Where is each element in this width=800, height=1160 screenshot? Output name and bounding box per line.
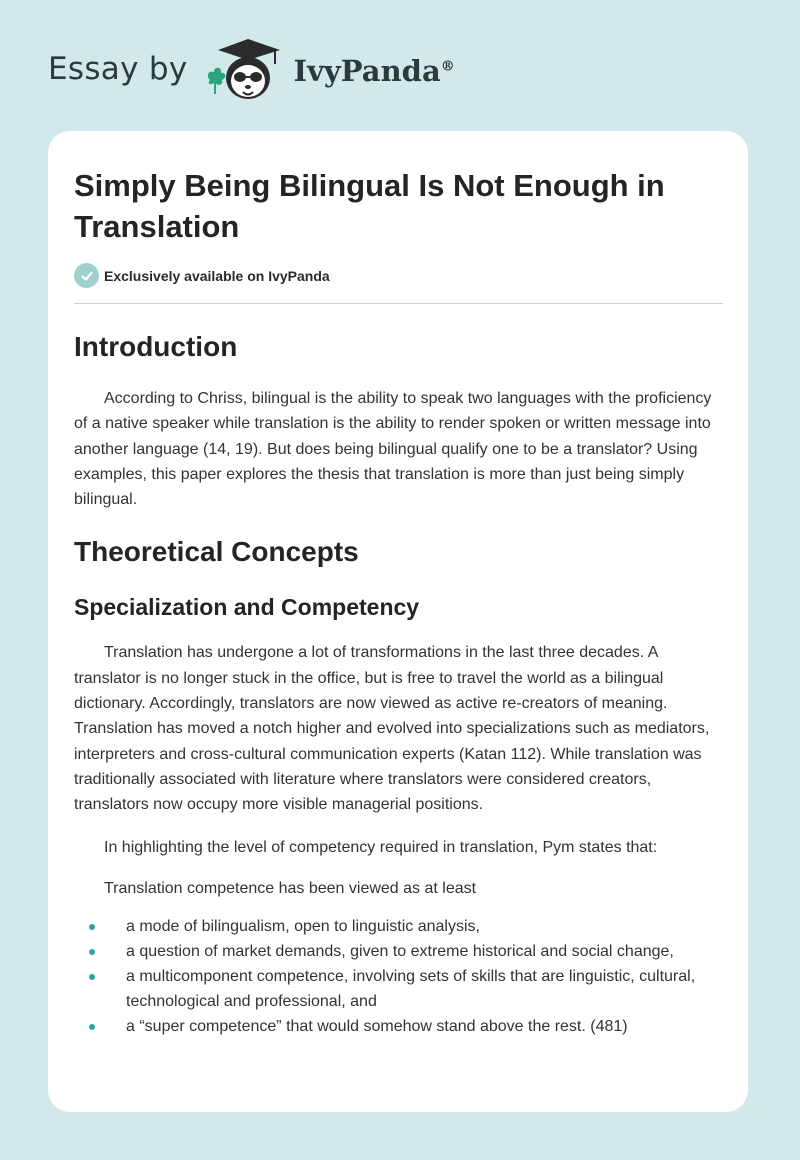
list-item: a question of market demands, given to extreme historical and social change, xyxy=(74,939,724,964)
trademark-symbol: ® xyxy=(440,58,455,75)
subsection-heading-specialization: Specialization and Competency xyxy=(74,594,420,621)
title-divider xyxy=(74,303,723,304)
essay-card xyxy=(48,131,748,1112)
exclusive-badge xyxy=(74,263,330,288)
site-header xyxy=(48,36,508,108)
section-heading-theoretical-concepts: Theoretical Concepts xyxy=(74,536,359,568)
pym-intro-paragraph: In highlighting the level of competency required in translation, Pym states that: xyxy=(104,838,658,856)
intro-paragraph: According to Chriss, bilingual is the ability to speak two languages with the proficiency of a native speaker while translation is the ability to render spoken or written message into another language (14, 19). But does being bilingual qualify one to be a translator? Using examples, this paper explores the thesis that translation is more than just being simply bilingual. xyxy=(74,390,712,509)
quote-lead: Translation competence has been viewed as at least xyxy=(104,879,477,897)
specialization-paragraph: Translation has undergone a lot of transformations in the last three decades. A translator is no longer stuck in the office, but is free to travel the world as a bilingual dictionary. Accordingly, translators are now viewed as active re-creators of meaning. Translation has moved a notch higher and evolved into specializations such as mediators, interpreters and cross-cultural communication experts (Katan 112). While translation was traditionally associated with literature where translators were considered creators, translators now occupy more visible managerial positions. xyxy=(74,644,710,814)
essay-body xyxy=(74,321,724,1039)
list-item: a multicomponent competence, involving sets of skills that are linguistic, cultural, technological and professional, and xyxy=(74,964,724,1014)
section-heading-introduction: Introduction xyxy=(74,331,238,362)
list-item: a mode of bilingualism, open to linguistic analysis, xyxy=(74,914,724,939)
competence-list xyxy=(74,914,724,1039)
list-item: a “super competence” that would somehow stand above the rest. (481) xyxy=(74,1014,724,1039)
essay-by-label: Essay by xyxy=(48,51,188,87)
exclusive-badge-label: Exclusively available on IvyPanda xyxy=(104,267,330,284)
brand-name: IvyPanda® xyxy=(293,54,455,88)
checkmark-icon xyxy=(74,263,99,288)
essay-title: Simply Being Bilingual Is Not Enough in Translation xyxy=(74,168,665,244)
ivypanda-logo-icon xyxy=(202,36,292,108)
